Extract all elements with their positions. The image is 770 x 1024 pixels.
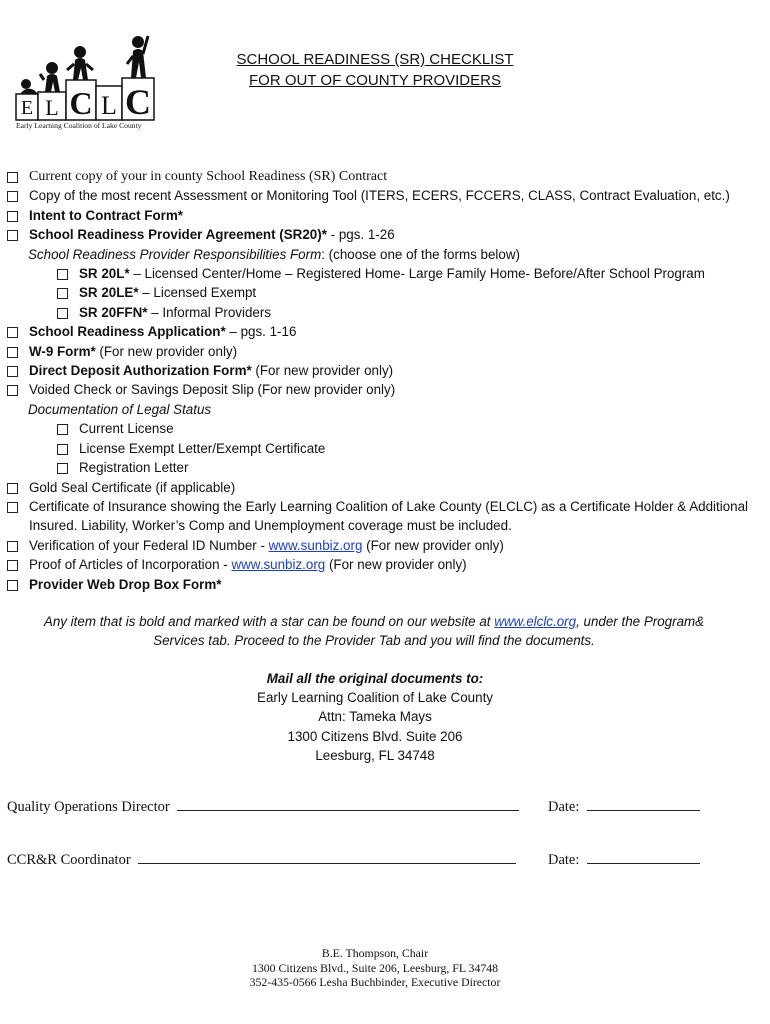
logo-graphic <box>14 34 160 134</box>
checkbox[interactable] <box>57 269 68 280</box>
checklist-item: Gold Seal Certificate (if applicable) <box>7 478 757 497</box>
checkbox[interactable] <box>7 483 18 494</box>
checklist-item: Copy of the most recent Assessment or Monitoring Tool (ITERS, ECERS, FCCERS, CLASS, Contract Evaluation, etc.) <box>7 186 757 205</box>
checkbox[interactable] <box>7 347 18 358</box>
ccrr-signature-row <box>7 850 580 869</box>
footer-line: 352-435-0566 Lesha Buchbinder, Executive Director <box>249 975 501 990</box>
logo-letter: E <box>20 97 34 119</box>
mailing-address <box>185 669 565 765</box>
checklist <box>7 167 757 594</box>
checklist-item: Intent to Contract Form* <box>7 206 757 225</box>
mail-line: Early Learning Coalition of Lake County <box>257 690 493 706</box>
checklist-item: W-9 Form* (For new provider only) <box>7 342 757 361</box>
checkbox[interactable] <box>57 424 68 435</box>
checklist-item: Verification of your Federal ID Number - www.sunbiz.org (For new provider only) <box>7 536 757 555</box>
checklist-item: School Readiness Provider Agreement (SR20)* - pgs. 1-26 <box>7 225 757 244</box>
checkbox[interactable] <box>7 230 18 241</box>
checklist-subitem: Registration Letter <box>7 458 757 477</box>
checkbox[interactable] <box>7 327 18 338</box>
checklist-subitem: Current License <box>7 419 757 438</box>
date-label: Date: <box>548 852 580 868</box>
qod-signature-line[interactable] <box>177 797 519 811</box>
footer-line: 1300 Citizens Blvd., Suite 206, Leesburg, FL 34748 <box>251 960 499 975</box>
checkbox[interactable] <box>57 308 68 319</box>
checkbox[interactable] <box>7 172 18 183</box>
checklist-item: Direct Deposit Authorization Form* (For new provider only) <box>7 361 757 380</box>
page-title-line1: SCHOOL READINESS (SR) CHECKLIST <box>236 51 514 68</box>
qod-date-line[interactable] <box>587 797 700 811</box>
checkbox[interactable] <box>7 541 18 552</box>
checkbox[interactable] <box>7 502 18 513</box>
ccrr-signature-line[interactable] <box>138 850 516 864</box>
mail-heading: Mail all the original documents to: <box>266 671 484 686</box>
checklist-subitem: License Exempt Letter/Exempt Certificate <box>7 439 757 458</box>
checklist-item: Certificate of Insurance showing the Early Learning Coalition of Lake County (ELCLC) as a Certificate Holder & Additional Insured. Liability, Worker’s Comp and Unemployment coverage must be included. <box>7 497 757 536</box>
sunbiz-link[interactable]: www.sunbiz.org <box>268 537 363 553</box>
mail-line: Leesburg, FL 34748 <box>315 747 435 763</box>
checklist-item: School Readiness Application* – pgs. 1-16 <box>7 322 757 341</box>
checklist-item: Current copy of your in county School Readiness (SR) Contract <box>7 167 757 186</box>
section-heading: Documentation of Legal Status <box>28 401 212 417</box>
checklist-item: Provider Web Drop Box Form* <box>7 575 757 594</box>
ccrr-label: CCR&R Coordinator <box>7 852 131 868</box>
mail-line: Attn: Tameka Mays <box>318 709 432 725</box>
ccrr-date-line[interactable] <box>587 850 700 864</box>
checkbox[interactable] <box>7 211 18 222</box>
section-heading: School Readiness Provider Responsibilities Form: (choose one of the forms below) <box>28 246 520 262</box>
website-note: Any item that is bold and marked with a star can be found on our website at www.elclc.org, under the Program& Services tab. Proceed to the Provider Tab and you will find the documents. <box>43 614 705 648</box>
checklist-subitem: SR 20LE* – Licensed Exempt <box>7 283 757 302</box>
checklist-item: Voided Check or Savings Deposit Slip (For new provider only) <box>7 380 757 399</box>
checkbox[interactable] <box>7 580 18 591</box>
date-label: Date: <box>548 799 580 815</box>
checkbox[interactable] <box>7 385 18 396</box>
qod-label: Quality Operations Director <box>7 799 170 815</box>
checkbox[interactable] <box>57 288 68 299</box>
logo-letter: L <box>45 95 59 120</box>
checkbox[interactable] <box>7 191 18 202</box>
logo-letter: L <box>101 91 117 120</box>
checkbox[interactable] <box>57 463 68 474</box>
checklist-subitem: SR 20L* – Licensed Center/Home – Registered Home- Large Family Home- Before/After School Program <box>7 264 757 283</box>
checkbox[interactable] <box>57 444 68 455</box>
logo-letter: C <box>125 82 151 122</box>
sunbiz-link[interactable]: www.sunbiz.org <box>231 557 326 573</box>
checklist-subitem: SR 20FFN* – Informal Providers <box>7 303 757 322</box>
checkbox[interactable] <box>7 560 18 571</box>
mail-line: 1300 Citizens Blvd. Suite 206 <box>287 728 463 744</box>
checklist-item: Proof of Articles of Incorporation - www.sunbiz.org (For new provider only) <box>7 555 757 574</box>
logo-letter: C <box>69 85 93 121</box>
checkbox[interactable] <box>7 366 18 377</box>
elclc-link[interactable]: www.elclc.org <box>494 614 577 629</box>
page-title-line2: FOR OUT OF COUNTY PROVIDERS <box>249 72 501 89</box>
elclc-logo <box>14 34 160 134</box>
footer-line: B.E. Thompson, Chair <box>321 946 429 960</box>
qod-signature-row <box>7 797 580 816</box>
logo-caption: Early Learning Coalition of Lake County <box>16 121 142 130</box>
footer <box>185 946 565 990</box>
